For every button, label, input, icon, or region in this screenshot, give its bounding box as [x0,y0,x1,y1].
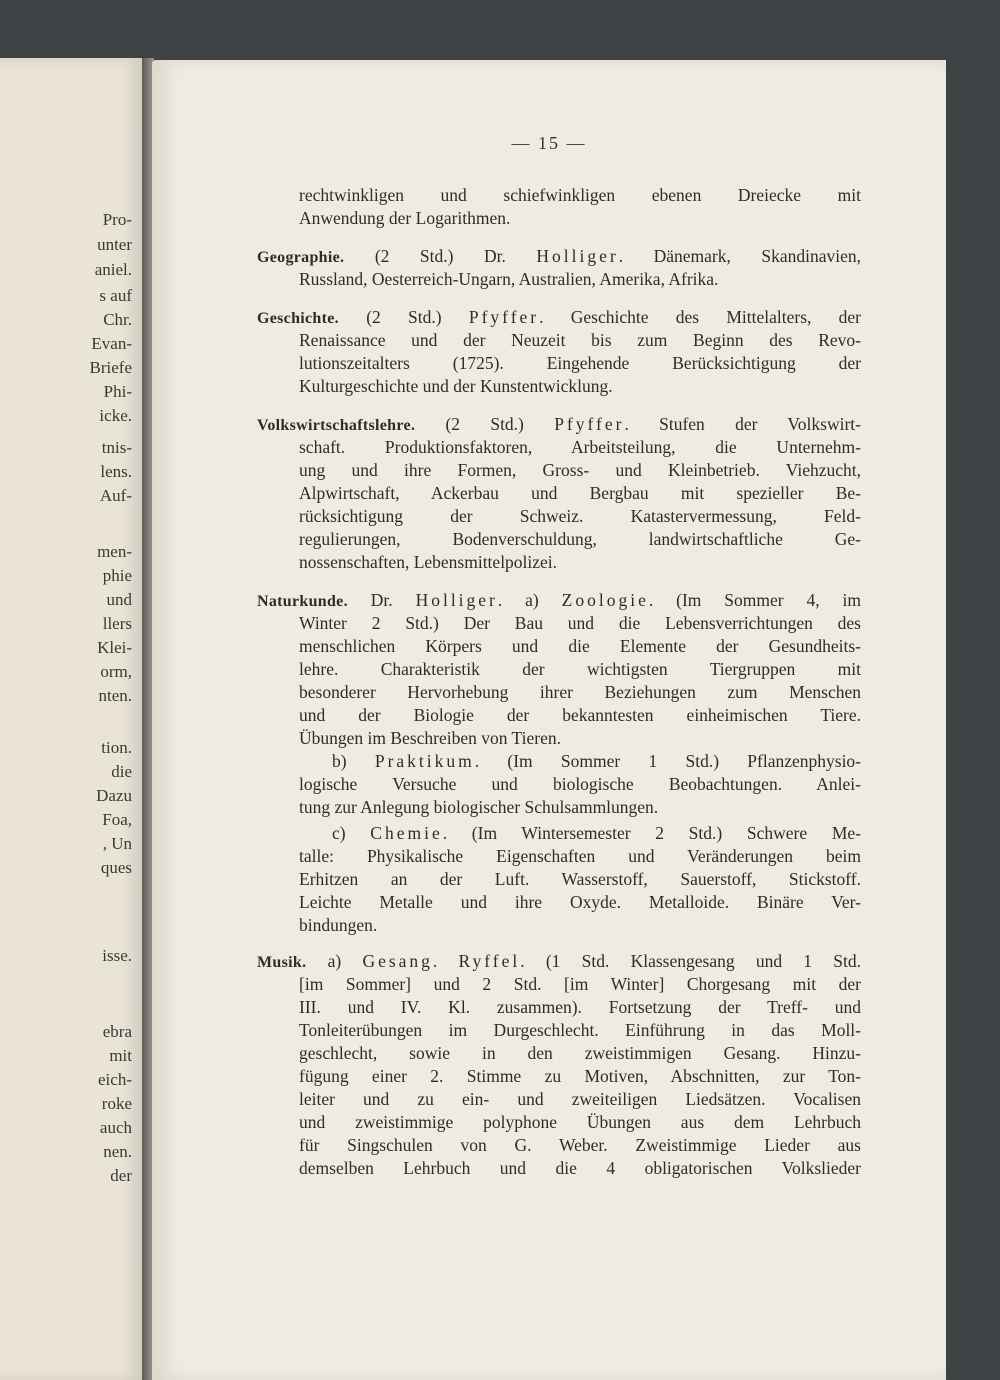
text-fragment: . [432,951,459,971]
text-line: menschlichen Körpers und die Elemente der Gesundheits- [299,636,861,656]
subsection-c-first-line [332,822,861,845]
left-page-line: nten. [98,686,132,705]
text-line: geschlecht, sowie in den zweistimmigen Gesang. Hinzu- [299,1043,861,1063]
text-line: Tonleiterübungen im Durgeschlecht. Einführung in das Moll- [299,1020,861,1040]
left-page-line: , Un [102,834,132,853]
left-page-line: ebra [102,1022,132,1041]
subsection-title: Praktikum [374,751,475,771]
text-line: talle: Physikalische Eigenschaften und Veränderungen beim [299,846,861,866]
text-line: Erhitzen an der Luft. Wasserstoff, Sauerstoff, Stickstoff. [299,869,861,889]
text-line: lehre. Charakteristik der wichtigsten Tiergruppen mit [299,659,861,679]
text-line: Leichte Metalle und ihre Oxyde. Metalloide. Binäre Ver- [299,892,861,912]
text-line: III. und IV. Kl. zusammen). Fortsetzung der Treff- und [299,997,861,1017]
left-page-line: unter [97,235,132,254]
left-page-line: aniel. [94,260,132,279]
section-heading-naturkunde: Naturkunde. [257,593,348,610]
left-page-line: roke [101,1094,132,1113]
text-fragment: . Dänemark, Skandinavien, [618,246,862,266]
left-page-line: Klei- [97,638,132,657]
text-line: regulierungen, Bodenverschuldung, landwirtschaftliche Ge- [299,529,861,549]
left-page-line: Foa, [102,810,132,829]
text-line: [im Sommer] und 2 Std. [im Winter] Chorgesang mit der [299,974,861,994]
left-page-line: mit [109,1046,132,1065]
left-page-line: men- [97,542,132,561]
text-line: besonderer Hervorhebung ihrer Beziehungen zum Menschen [299,682,861,702]
section-heading-volkswirtschaftslehre: Volkswirtschaftslehre. [257,417,416,434]
text-line: logische Versuche und biologische Beobachtungen. Anlei- [299,774,861,794]
section-volkswirtschaft-first-line [257,413,861,437]
text-fragment: . (Im Sommer 4, im [648,590,861,610]
text-fragment: b) [332,751,375,771]
subsection-title: Gesang [362,951,433,971]
text-fragment: Dr. [347,590,416,610]
subsection-title: Zoologie [561,590,649,610]
left-page-line: die [111,762,132,781]
left-page-line: tion. [101,738,132,757]
text-line: nossenschaften, Lebensmittelpolizei. [299,552,558,572]
text-line: Russland, Oesterreich-Ungarn, Australien, Amerika, Afrika. [299,269,719,289]
text-line: und der Biologie der bekanntesten einheimischen Tiere. [299,705,861,725]
left-page-line: lens. [100,462,132,481]
text-line: Kulturgeschichte und der Kunstentwicklung. [299,376,613,396]
text-line: fügung einer 2. Stimme zu Motiven, Abschnitten, zur Ton- [299,1066,861,1086]
left-page-line: Phi- [103,382,132,401]
right-page [152,60,946,1380]
left-page-line: llers [102,614,132,633]
left-page-line: tnis- [101,438,132,457]
text-fragment: . a) [497,590,562,610]
left-page-line: s auf [99,286,132,305]
text-line: lutionszeitalters (1725). Eingehende Berücksichtigung der [299,353,861,373]
text-line: bindungen. [299,915,378,935]
left-page-line: Chr. [103,310,132,329]
section-geographie-first-line [257,245,861,269]
text-line: schaft. Produktionsfaktoren, Arbeitsteilung, die Unternehm- [299,437,861,457]
section-naturkunde-first-line [257,589,861,613]
section-heading-geographie: Geographie. [257,249,345,266]
text-fragment: (2 Std.) [415,414,555,434]
section-heading-geschichte: Geschichte. [257,310,339,327]
text-fragment: . (Im Sommer 1 Std.) Pflanzenphysio- [474,751,862,771]
left-page-line: eich- [98,1070,132,1089]
text-fragment: . Stufen der Volkswirt- [624,414,862,434]
text-line: rechtwinkligen und schiefwinkligen ebenen Dreiecke mit [299,185,861,205]
page-number: — 15 — [511,133,587,153]
text-line: demselben Lehrbuch und die 4 obligatorischen Volkslieder [299,1158,861,1178]
teacher-name: Pfyffer [468,307,540,327]
section-musik-first-line [257,950,861,974]
text-fragment: (2 Std.) [338,307,469,327]
left-page-line: Briefe [89,358,132,377]
subsection-title: Chemie [370,823,443,843]
teacher-name: Ryffel [458,951,521,971]
text-fragment: . (1 Std. Klassengesang und 1 Std. [520,951,861,971]
teacher-name: Holliger [536,246,619,266]
text-fragment: (2 Std.) Dr. [344,246,537,266]
left-page-line: orm, [100,662,132,681]
text-line: Anwendung der Logarithmen. [299,208,511,228]
left-page-line: Pro- [102,210,132,229]
text-fragment: c) [332,823,371,843]
text-line: Übungen im Beschreiben von Tieren. [299,728,561,748]
text-line: ung und ihre Formen, Gross- und Kleinbetrieb. Viehzucht, [299,460,861,480]
text-line: rücksichtigung der Schweiz. Katastervermessung, Feld- [299,506,861,526]
section-geschichte-first-line [257,306,861,330]
text-fragment: . (Im Wintersemester 2 Std.) Schwere Me- [442,823,861,843]
left-page-line: der [110,1166,132,1185]
text-fragment: a) [306,951,363,971]
left-page-line: nen. [103,1142,132,1161]
left-page-line: auch [99,1118,132,1137]
subsection-b-first-line [332,750,861,773]
teacher-name: Holliger [415,590,498,610]
teacher-name: Pfyffer [554,414,625,434]
text-line: und zweistimmige polyphone Übungen aus dem Lehrbuch [299,1112,861,1132]
left-page-line: Auf- [99,486,132,505]
section-heading-musik: Musik. [257,954,307,971]
text-line: Winter 2 Std.) Der Bau und die Lebensverrichtungen des [299,613,861,633]
left-page-line: ques [100,858,132,877]
left-page-line: Dazu [96,786,132,805]
left-page-line: icke. [99,406,132,425]
text-line: Alpwirtschaft, Ackerbau und Bergbau mit spezieller Be- [299,483,861,503]
text-line: leiter und zu ein- und zweiteiligen Liedsätzen. Vocalisen [299,1089,861,1109]
left-page-line: phie [102,566,132,585]
text-line: tung zur Anlegung biologischer Schulsammlungen. [299,797,659,817]
left-page-line: und [106,590,132,609]
text-line: Renaissance und der Neuzeit bis zum Beginn des Revo- [299,330,861,350]
text-fragment: . Geschichte des Mittelalters, der [539,307,862,327]
text-line: für Singschulen von G. Weber. Zweistimmige Lieder aus [299,1135,861,1155]
left-page [0,58,143,1380]
left-page-line: isse. [102,946,132,965]
left-page-line: Evan- [91,334,132,353]
